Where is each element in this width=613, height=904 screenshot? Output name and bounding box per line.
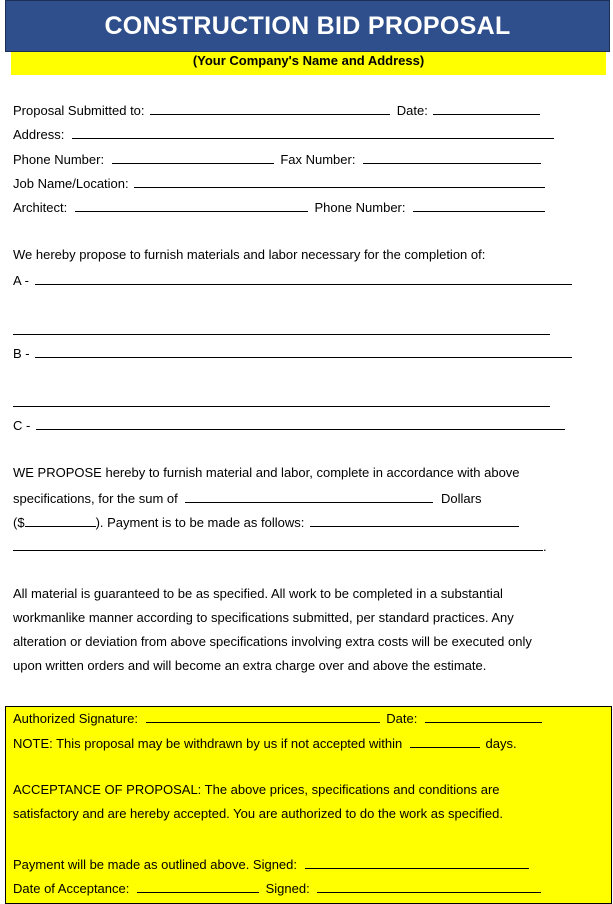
job-location-field[interactable] (134, 174, 545, 188)
price-sum-label: specifications, for the sum of (13, 491, 178, 506)
payment-terms-field[interactable] (310, 513, 519, 527)
phone-number-field[interactable] (112, 150, 274, 164)
address-label: Address: (13, 127, 65, 142)
job-location-row (13, 174, 545, 192)
job-location-label: Job Name/Location: (13, 176, 129, 191)
payment-row (13, 513, 519, 531)
guarantee-line3: alteration or deviation from above specifications involving extra costs will be executed only (13, 634, 532, 649)
company-name-placeholder: (Your Company's Name and Address) (192, 53, 425, 68)
phone-fax-row (13, 150, 541, 168)
signoff-date-field[interactable] (425, 709, 542, 723)
item-b-field[interactable] (35, 344, 572, 358)
architect-phone-field[interactable] (413, 198, 545, 212)
item-c-field[interactable] (36, 416, 565, 430)
document-title: CONSTRUCTION BID PROPOSAL (104, 11, 511, 40)
item-b-continuation-line[interactable] (13, 406, 550, 407)
item-a-continuation-line[interactable] (13, 334, 550, 335)
acceptance-signed-field[interactable] (317, 879, 541, 893)
acceptance-line2: satisfactory and are hereby accepted. You are authorized to do the work as specified. (13, 806, 503, 821)
item-a-field[interactable] (35, 271, 572, 285)
item-a-row (13, 271, 572, 289)
scope-intro: We hereby propose to furnish materials and labor necessary for the completion of: (13, 247, 486, 262)
date-of-acceptance-label: Date of Acceptance: (13, 881, 130, 896)
company-name-bar (11, 52, 606, 75)
fax-number-field[interactable] (363, 150, 541, 164)
payment-signed-row (13, 855, 529, 873)
acceptance-line1: ACCEPTANCE OF PROPOSAL: The above prices, specifications and conditions are (13, 782, 500, 797)
payment-signed-label: Payment will be made as outlined above. Signed: (13, 857, 298, 872)
payment-period: . (543, 539, 547, 554)
note-row (13, 734, 517, 752)
days-label: days. (485, 736, 517, 751)
payment-continuation-row (13, 537, 547, 555)
authorized-signature-row (13, 709, 542, 727)
proposal-submitted-row (13, 101, 540, 119)
guarantee-line2: workmanlike manner according to specifications submitted, per standard practices. Any (13, 610, 514, 625)
acceptance-signed-label: Signed: (265, 881, 310, 896)
payment-terms-continuation-field[interactable] (13, 537, 543, 551)
phone-number-label: Phone Number: (13, 152, 105, 167)
dollars-label: Dollars (441, 491, 482, 506)
payment-label: ). Payment is to be made as follows: (95, 515, 305, 530)
price-sum-row (13, 489, 481, 507)
item-a-label: A - (13, 273, 29, 288)
note-label: NOTE: This proposal may be withdrawn by us if not accepted within (13, 736, 403, 751)
architect-field[interactable] (75, 198, 308, 212)
proposal-submitted-label: Proposal Submitted to: (13, 103, 145, 118)
acceptance-days-field[interactable] (410, 734, 480, 748)
authorized-signature-field[interactable] (146, 709, 380, 723)
address-row (13, 125, 554, 143)
date-of-acceptance-field[interactable] (137, 879, 259, 893)
date-of-acceptance-row (13, 879, 541, 897)
guarantee-line4: upon written orders and will become an extra charge over and above the estimate. (13, 658, 487, 673)
authorized-signature-label: Authorized Signature: (13, 711, 139, 726)
dollar-sign-label: ($ (13, 515, 25, 530)
title-banner (5, 0, 610, 52)
price-statement-line1: WE PROPOSE hereby to furnish material and labor, complete in accordance with above (13, 465, 520, 480)
architect-phone-label: Phone Number: (314, 200, 406, 215)
architect-row (13, 198, 545, 216)
guarantee-line1: All material is guaranteed to be as specified. All work to be completed in a substantial (13, 586, 503, 601)
item-c-label: C - (13, 418, 31, 433)
item-b-label: B - (13, 346, 30, 361)
address-field[interactable] (72, 125, 554, 139)
fax-number-label: Fax Number: (280, 152, 356, 167)
date-label: Date: (396, 103, 428, 118)
item-b-row (13, 344, 572, 362)
architect-label: Architect: (13, 200, 68, 215)
price-numeric-field[interactable] (25, 513, 96, 527)
signoff-date-label: Date: (386, 711, 418, 726)
item-c-row (13, 416, 565, 434)
date-field[interactable] (433, 101, 540, 115)
proposal-submitted-field[interactable] (150, 101, 390, 115)
price-sum-field[interactable] (185, 489, 433, 503)
payment-signed-field[interactable] (305, 855, 529, 869)
